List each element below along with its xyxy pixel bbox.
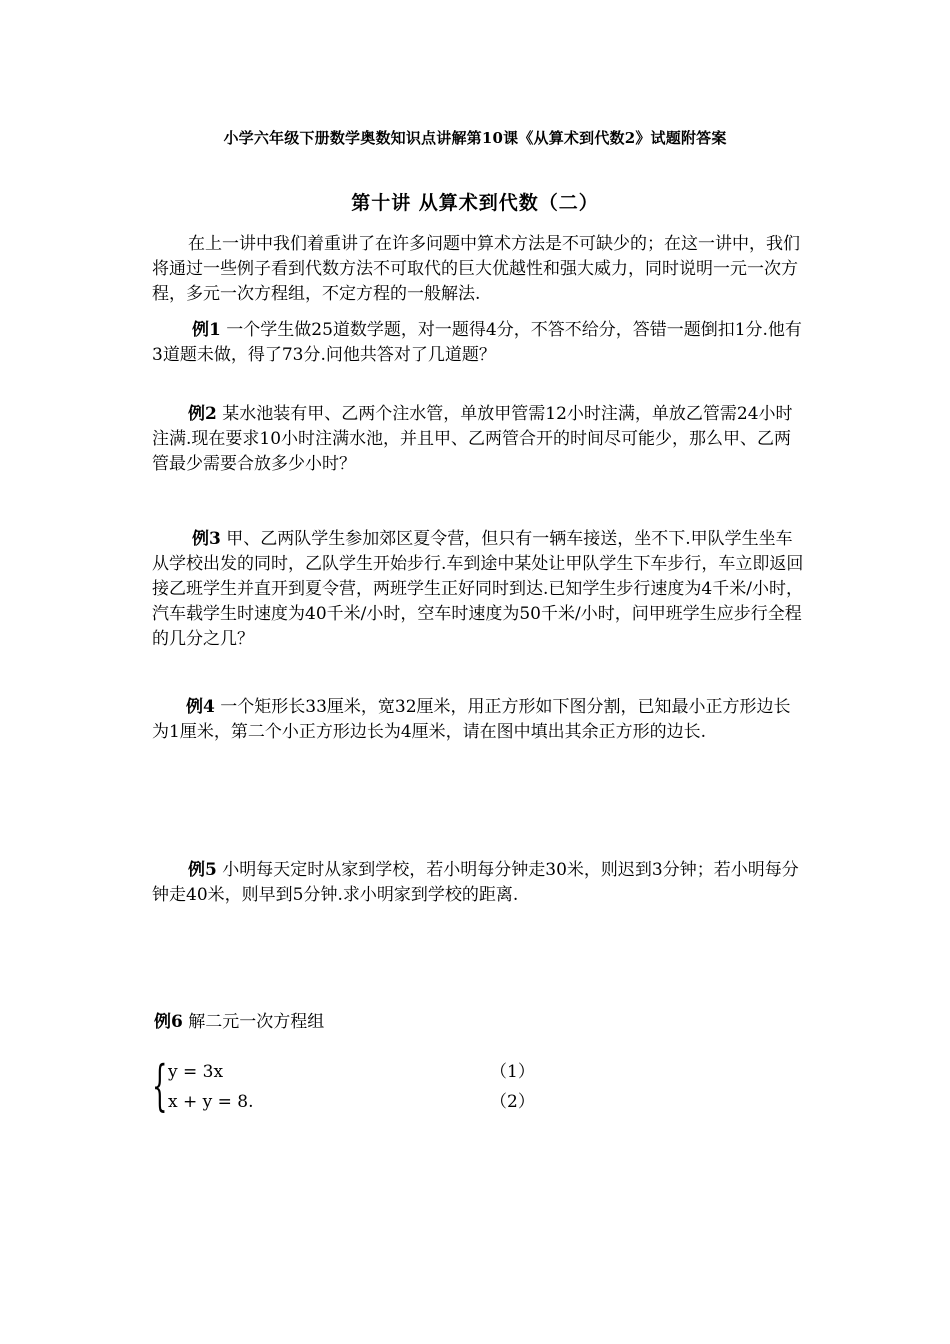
example-label: 例3 bbox=[192, 529, 221, 549]
example-5 bbox=[152, 858, 807, 908]
example-text: 甲、乙两队学生参加郊区夏令营，但只有一辆车接送，坐不下.甲队学生坐车从学校出发的同时，乙队学生开始步行.车到途中某处让甲队学生下车步行，车立即返回接乙班学生并直开到夏令营，两班学生正好同时到达.已知学生步行速度为4千米/小时，汽车载学生时速度为40千米/小时，空车时速度为50千米/小时，问甲班学生应步行全程的几分之几？ bbox=[152, 529, 804, 649]
example-6 bbox=[152, 1010, 807, 1035]
example-2 bbox=[152, 402, 807, 477]
left-brace-icon: { bbox=[152, 1054, 168, 1117]
example-4 bbox=[152, 695, 807, 745]
equation-tag-2: （2） bbox=[490, 1092, 535, 1112]
equation-tag-1: （1） bbox=[490, 1062, 535, 1082]
example-label: 例6 bbox=[154, 1012, 183, 1032]
example-text: 一个矩形长33厘米，宽32厘米，用正方形如下图分割，已知最小正方形边长为1厘米，第二个小正方形边长为4厘米，请在图中填出其余正方形的边长. bbox=[152, 697, 791, 742]
example-text: 某水池装有甲、乙两个注水管，单放甲管需12小时注满，单放乙管需24小时注满.现在要求10小时注满水池，并且甲、乙两管合开的时间尽可能少，那么甲、乙两管最少需要合放多少小时？ bbox=[152, 404, 793, 474]
example-label: 例4 bbox=[186, 697, 215, 717]
example-1 bbox=[152, 318, 807, 368]
example-label: 例2 bbox=[188, 404, 217, 424]
example-3 bbox=[152, 527, 807, 652]
intro-paragraph: 在上一讲中我们着重讲了在许多问题中算术方法是不可缺少的；在这一讲中，我们将通过一些例子看到代数方法不可取代的巨大优越性和强大威力，同时说明一元一次方程，多元一次方程组，不定方程的一般解法. bbox=[152, 234, 800, 304]
equation-2: x + y = 8. bbox=[168, 1092, 254, 1112]
equation-1: y = 3x bbox=[168, 1062, 224, 1082]
example-text: 一个学生做25道数学题，对一题得4分，不答不给分，答错一题倒扣1分.他有3道题未做，得了73分.问他共答对了几道题？ bbox=[152, 320, 802, 365]
example-label: 例1 bbox=[192, 320, 221, 340]
example-label: 例5 bbox=[188, 860, 217, 880]
document-title: 小学六年级下册数学奥数知识点讲解第10课《从算术到代数2》试题附答案 bbox=[223, 129, 727, 147]
example-text: 小明每天定时从家到学校，若小明每分钟走30米，则迟到3分钟；若小明每分钟走40米，则早到5分钟.求小明家到学校的距离. bbox=[152, 860, 799, 905]
equation-system bbox=[152, 1054, 552, 1122]
lecture-title: 第十讲 从算术到代数（二） bbox=[351, 192, 599, 214]
example-text: 解二元一次方程组 bbox=[182, 1012, 325, 1032]
